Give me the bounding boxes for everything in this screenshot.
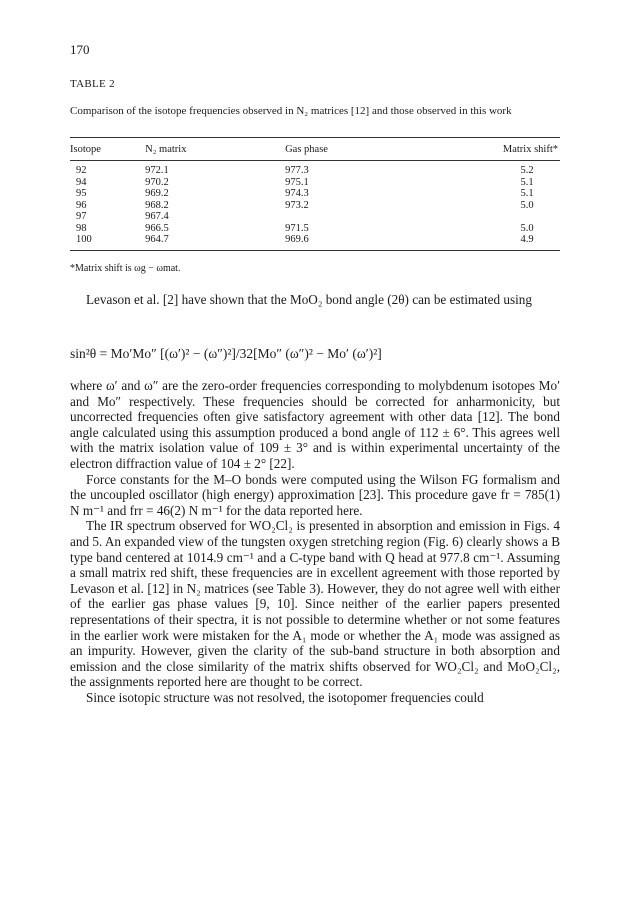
bond-angle-formula: sin²θ = Mo′Mo″ [(ω′)² − (ω″)²]/32[Mo″ (ω″)² − Mo′ (ω′)²] (70, 346, 382, 361)
table-footnote: *Matrix shift is ωg − ωmat. (70, 263, 181, 274)
col-header-n2-matrix: N₂ matrix (145, 138, 285, 161)
table-row (70, 223, 560, 235)
cell-n2-matrix: 970.2 (145, 176, 169, 188)
paragraph-isotopic-structure: Since isotopic structure was not resolved, the isotopomer frequencies could (86, 689, 484, 705)
cell-isotope: 92 (76, 165, 87, 176)
cell-matrix-shift: 4.9 (452, 234, 560, 250)
cell-gas-phase: 971.5 (285, 222, 309, 234)
cell-isotope: 94 (76, 176, 87, 188)
table-row (70, 211, 560, 223)
cell-gas-phase: 973.2 (285, 199, 309, 211)
cell-isotope: 97 (76, 211, 87, 222)
cell-n2-matrix: 972.1 (145, 165, 169, 176)
table-row (70, 200, 560, 212)
table-row (70, 177, 560, 189)
col-header-gas-phase: Gas phase (285, 138, 452, 161)
table-header-row (70, 138, 560, 161)
cell-n2-matrix: 967.4 (145, 211, 169, 222)
paragraph-frequencies: where ω′ and ω″ are the zero-order frequencies corresponding to molybdenum isotopes Mo′ and Mo″ respectively. These frequencies should be corrected for anharmonicity, but uncorrected frequencies often give satisfactory agreement with other data [12]. The bond angle calculated using this assumption produced a bond angle of 112 ± 6°. This agrees well with the matrix isolation value of 109 ± 3° and is within experimental uncertainty of the electron diffraction value of 104 ± 2° [22]. (70, 378, 560, 471)
table-caption: Comparison of the isotope frequencies observed in N₂ matrices [12] and those observed in this work (70, 105, 512, 117)
cell-matrix-shift: 5.0 (520, 222, 534, 234)
table-row (70, 161, 560, 177)
table-row (70, 188, 560, 200)
cell-matrix-shift (452, 211, 560, 223)
page-number: 170 (70, 42, 90, 57)
intro-paragraph (70, 292, 560, 308)
paragraph-ir-spectrum: The IR spectrum observed for WO₂Cl₂ is presented in absorption and emission in Figs. 4 and 5. An expanded view of the tungsten oxygen stretching region (Fig. 6) clearly shows a B type band centered at 1014.9 cm⁻¹ and a C-type band with Q head at 977.8 cm⁻¹. Assuming a small matrix red shift, these frequencies are in excellent agreement with those reported by Levason et al. [12] in N₂ matrices (see Table 3). However, they do not agree well with either of the earlier gas phase values [9, 10]. Since neither of the earlier papers presented representations of their spectra, it is not possible to determine whether or not some features in the earlier work were mistaken for the A₁ mode or whether the A₁ mode was assigned as an impurity. However, given the clarity of the sub-band structure in both absorption and emission and the close similarity of the matrix shifts observed for WO₂Cl₂ and MoO₂Cl₂, the assignments reported here are thought to be correct. (70, 518, 560, 690)
body-text (70, 378, 560, 705)
cell-gas-phase (285, 211, 452, 223)
cell-isotope: 95 (76, 188, 87, 199)
cell-gas-phase: 974.3 (285, 188, 309, 199)
cell-gas-phase: 975.1 (285, 176, 309, 188)
cell-isotope: 96 (76, 199, 87, 211)
cell-matrix-shift: 5.2 (520, 165, 534, 176)
cell-n2-matrix: 968.2 (145, 199, 169, 211)
cell-matrix-shift: 5.1 (520, 176, 534, 188)
paragraph-force-constants: Force constants for the M–O bonds were computed using the Wilson FG formalism and the uncoupled oscillator (high energy) approximation [23]. This procedure gave fr = 785(1) N m⁻¹ and frr = 46(2) N m⁻¹ for the data reported here. (70, 471, 560, 518)
cell-matrix-shift: 5.0 (520, 199, 534, 211)
cell-gas-phase: 969.6 (285, 234, 452, 250)
table-label: TABLE 2 (70, 78, 115, 90)
paragraph-levason: Levason et al. [2] have shown that the MoO₂ bond angle (2θ) can be estimated using (86, 292, 532, 307)
cell-matrix-shift: 5.1 (520, 188, 534, 199)
isotope-table (70, 137, 560, 251)
cell-isotope: 98 (76, 222, 87, 234)
col-header-matrix-shift: Matrix shift* (452, 138, 560, 161)
cell-n2-matrix: 969.2 (145, 188, 169, 199)
cell-n2-matrix: 966.5 (145, 222, 169, 234)
table-row (70, 234, 560, 250)
cell-isotope: 100 (70, 234, 145, 250)
cell-gas-phase: 977.3 (285, 165, 309, 176)
cell-n2-matrix: 964.7 (145, 234, 285, 250)
col-header-isotope: Isotope (70, 138, 145, 161)
